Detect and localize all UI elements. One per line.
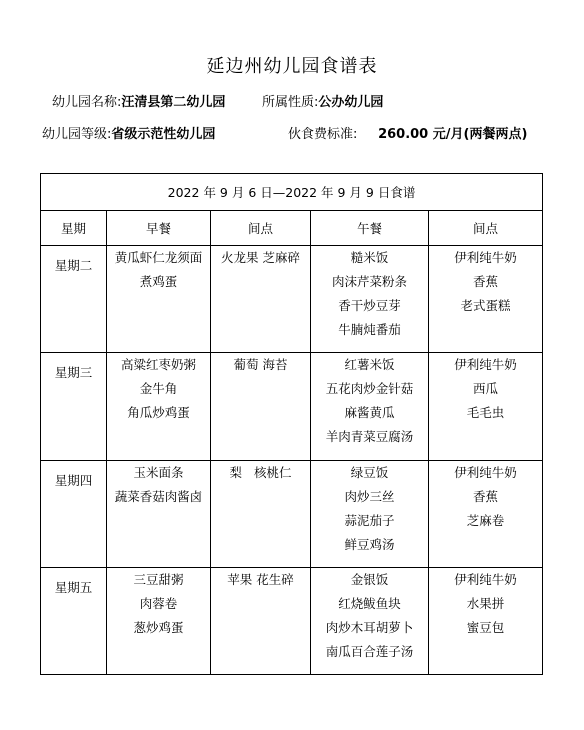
snack1-cell bbox=[211, 353, 311, 460]
nature-value: 公办幼儿园 bbox=[318, 95, 384, 110]
breakfast-cell bbox=[107, 567, 211, 674]
menu-item: 芝麻卷 bbox=[466, 512, 505, 528]
table-row bbox=[41, 246, 543, 353]
nature-label: 所属性质: bbox=[262, 95, 319, 110]
grade-label: 幼儿园等级: bbox=[42, 127, 112, 142]
menu-item: 西瓜 bbox=[472, 381, 498, 397]
menu-item: 火龙果 芝麻碎 bbox=[221, 250, 300, 265]
menu-item: 伊利纯牛奶 bbox=[454, 357, 517, 373]
menu-item: 玉米面条 bbox=[133, 464, 184, 480]
page-title: 延边州幼儿园食谱表 bbox=[206, 56, 378, 77]
breakfast-cell bbox=[107, 460, 211, 567]
weekday-cell: 星期四 bbox=[41, 460, 107, 567]
header-breakfast: 早餐 bbox=[107, 211, 211, 246]
header-lunch: 午餐 bbox=[311, 211, 429, 246]
menu-item: 麻酱黄瓜 bbox=[344, 405, 395, 421]
date-range: 2022 年 9 月 6 日—2022 年 9 月 9 日食谱 bbox=[41, 174, 543, 211]
breakfast-cell bbox=[107, 353, 211, 460]
name-value: 汪清县第二幼儿园 bbox=[121, 95, 226, 110]
table-row bbox=[41, 353, 543, 460]
lunch-cell bbox=[311, 460, 429, 567]
header-snack-1: 间点 bbox=[211, 211, 311, 246]
menu-item: 梨 核桃仁 bbox=[229, 464, 292, 480]
menu-item: 蜜豆包 bbox=[466, 619, 505, 635]
menu-item: 肉沫芹菜粉条 bbox=[331, 274, 407, 289]
snack2-cell bbox=[429, 246, 543, 353]
menu-item: 高粱红枣奶粥 bbox=[120, 357, 196, 373]
snack2-cell bbox=[429, 567, 543, 674]
fee-label: 伙食费标准: bbox=[288, 127, 358, 142]
meal-fee bbox=[288, 123, 527, 142]
menu-item: 南瓜百合莲子汤 bbox=[325, 643, 414, 659]
menu-item: 苹果 花生碎 bbox=[227, 571, 294, 587]
lunch-cell bbox=[311, 353, 429, 460]
menu-item: 肉炒三丝 bbox=[344, 488, 395, 504]
menu-item: 伊利纯牛奶 bbox=[454, 464, 517, 480]
menu-item: 水果拼 bbox=[466, 595, 505, 611]
menu-item: 羊肉青菜豆腐汤 bbox=[325, 429, 414, 445]
menu-item: 绿豆饭 bbox=[350, 464, 389, 480]
menu-item: 角瓜炒鸡蛋 bbox=[127, 405, 190, 421]
menu-item: 蒜泥茄子 bbox=[344, 512, 395, 528]
name-label: 幼儿园名称: bbox=[52, 95, 122, 110]
menu-item: 老式蛋糕 bbox=[460, 298, 511, 313]
menu-item: 肉蓉卷 bbox=[139, 595, 178, 611]
menu-item: 红薯米饭 bbox=[344, 357, 395, 373]
menu-item: 香干炒豆芽 bbox=[338, 298, 401, 313]
weekday-cell: 星期五 bbox=[41, 567, 107, 674]
menu-item: 三豆甜粥 bbox=[133, 571, 184, 587]
weekday-cell: 星期二 bbox=[41, 246, 107, 353]
snack1-cell bbox=[211, 460, 311, 567]
menu-item: 鲜豆鸡汤 bbox=[344, 536, 395, 552]
menu-item: 毛毛虫 bbox=[466, 405, 505, 421]
menu-table bbox=[40, 173, 543, 675]
grade-value: 省级示范性幼儿园 bbox=[111, 127, 216, 142]
snack1-cell bbox=[211, 567, 311, 674]
table-row bbox=[41, 460, 543, 567]
breakfast-cell bbox=[107, 246, 211, 353]
snack1-cell bbox=[211, 246, 311, 353]
menu-item: 金银饭 bbox=[350, 571, 389, 587]
header-weekday: 星期 bbox=[41, 211, 107, 246]
menu-item: 金牛角 bbox=[139, 381, 178, 397]
menu-item: 葡萄 海苔 bbox=[233, 357, 288, 373]
menu-item: 蔬菜香菇肉酱卤 bbox=[114, 488, 203, 504]
lunch-cell bbox=[311, 567, 429, 674]
weekday-cell: 星期三 bbox=[41, 353, 107, 460]
snack2-cell bbox=[429, 460, 543, 567]
menu-item: 香蕉 bbox=[472, 488, 498, 504]
snack2-cell bbox=[429, 353, 543, 460]
menu-item: 牛腩炖番茄 bbox=[338, 322, 401, 337]
menu-item: 伊利纯牛奶 bbox=[454, 571, 517, 587]
menu-item: 黄瓜虾仁龙须面 bbox=[114, 250, 203, 265]
menu-item: 红烧鲅鱼块 bbox=[338, 595, 401, 611]
menu-item: 五花肉炒金针菇 bbox=[325, 381, 414, 397]
lunch-cell bbox=[311, 246, 429, 353]
fee-value: 260.00 元/月(两餐两点) bbox=[378, 127, 528, 142]
menu-item: 糙米饭 bbox=[350, 250, 389, 265]
menu-item: 肉炒木耳胡萝卜 bbox=[325, 619, 414, 635]
kindergarten-grade bbox=[42, 123, 215, 142]
menu-item: 香蕉 bbox=[472, 274, 498, 289]
menu-item: 煮鸡蛋 bbox=[139, 274, 178, 289]
menu-item: 葱炒鸡蛋 bbox=[133, 619, 184, 635]
menu-item: 伊利纯牛奶 bbox=[454, 250, 517, 265]
header-snack-2: 间点 bbox=[429, 211, 543, 246]
kindergarten-name bbox=[52, 91, 225, 110]
kindergarten-nature bbox=[262, 91, 383, 110]
table-row bbox=[41, 567, 543, 674]
